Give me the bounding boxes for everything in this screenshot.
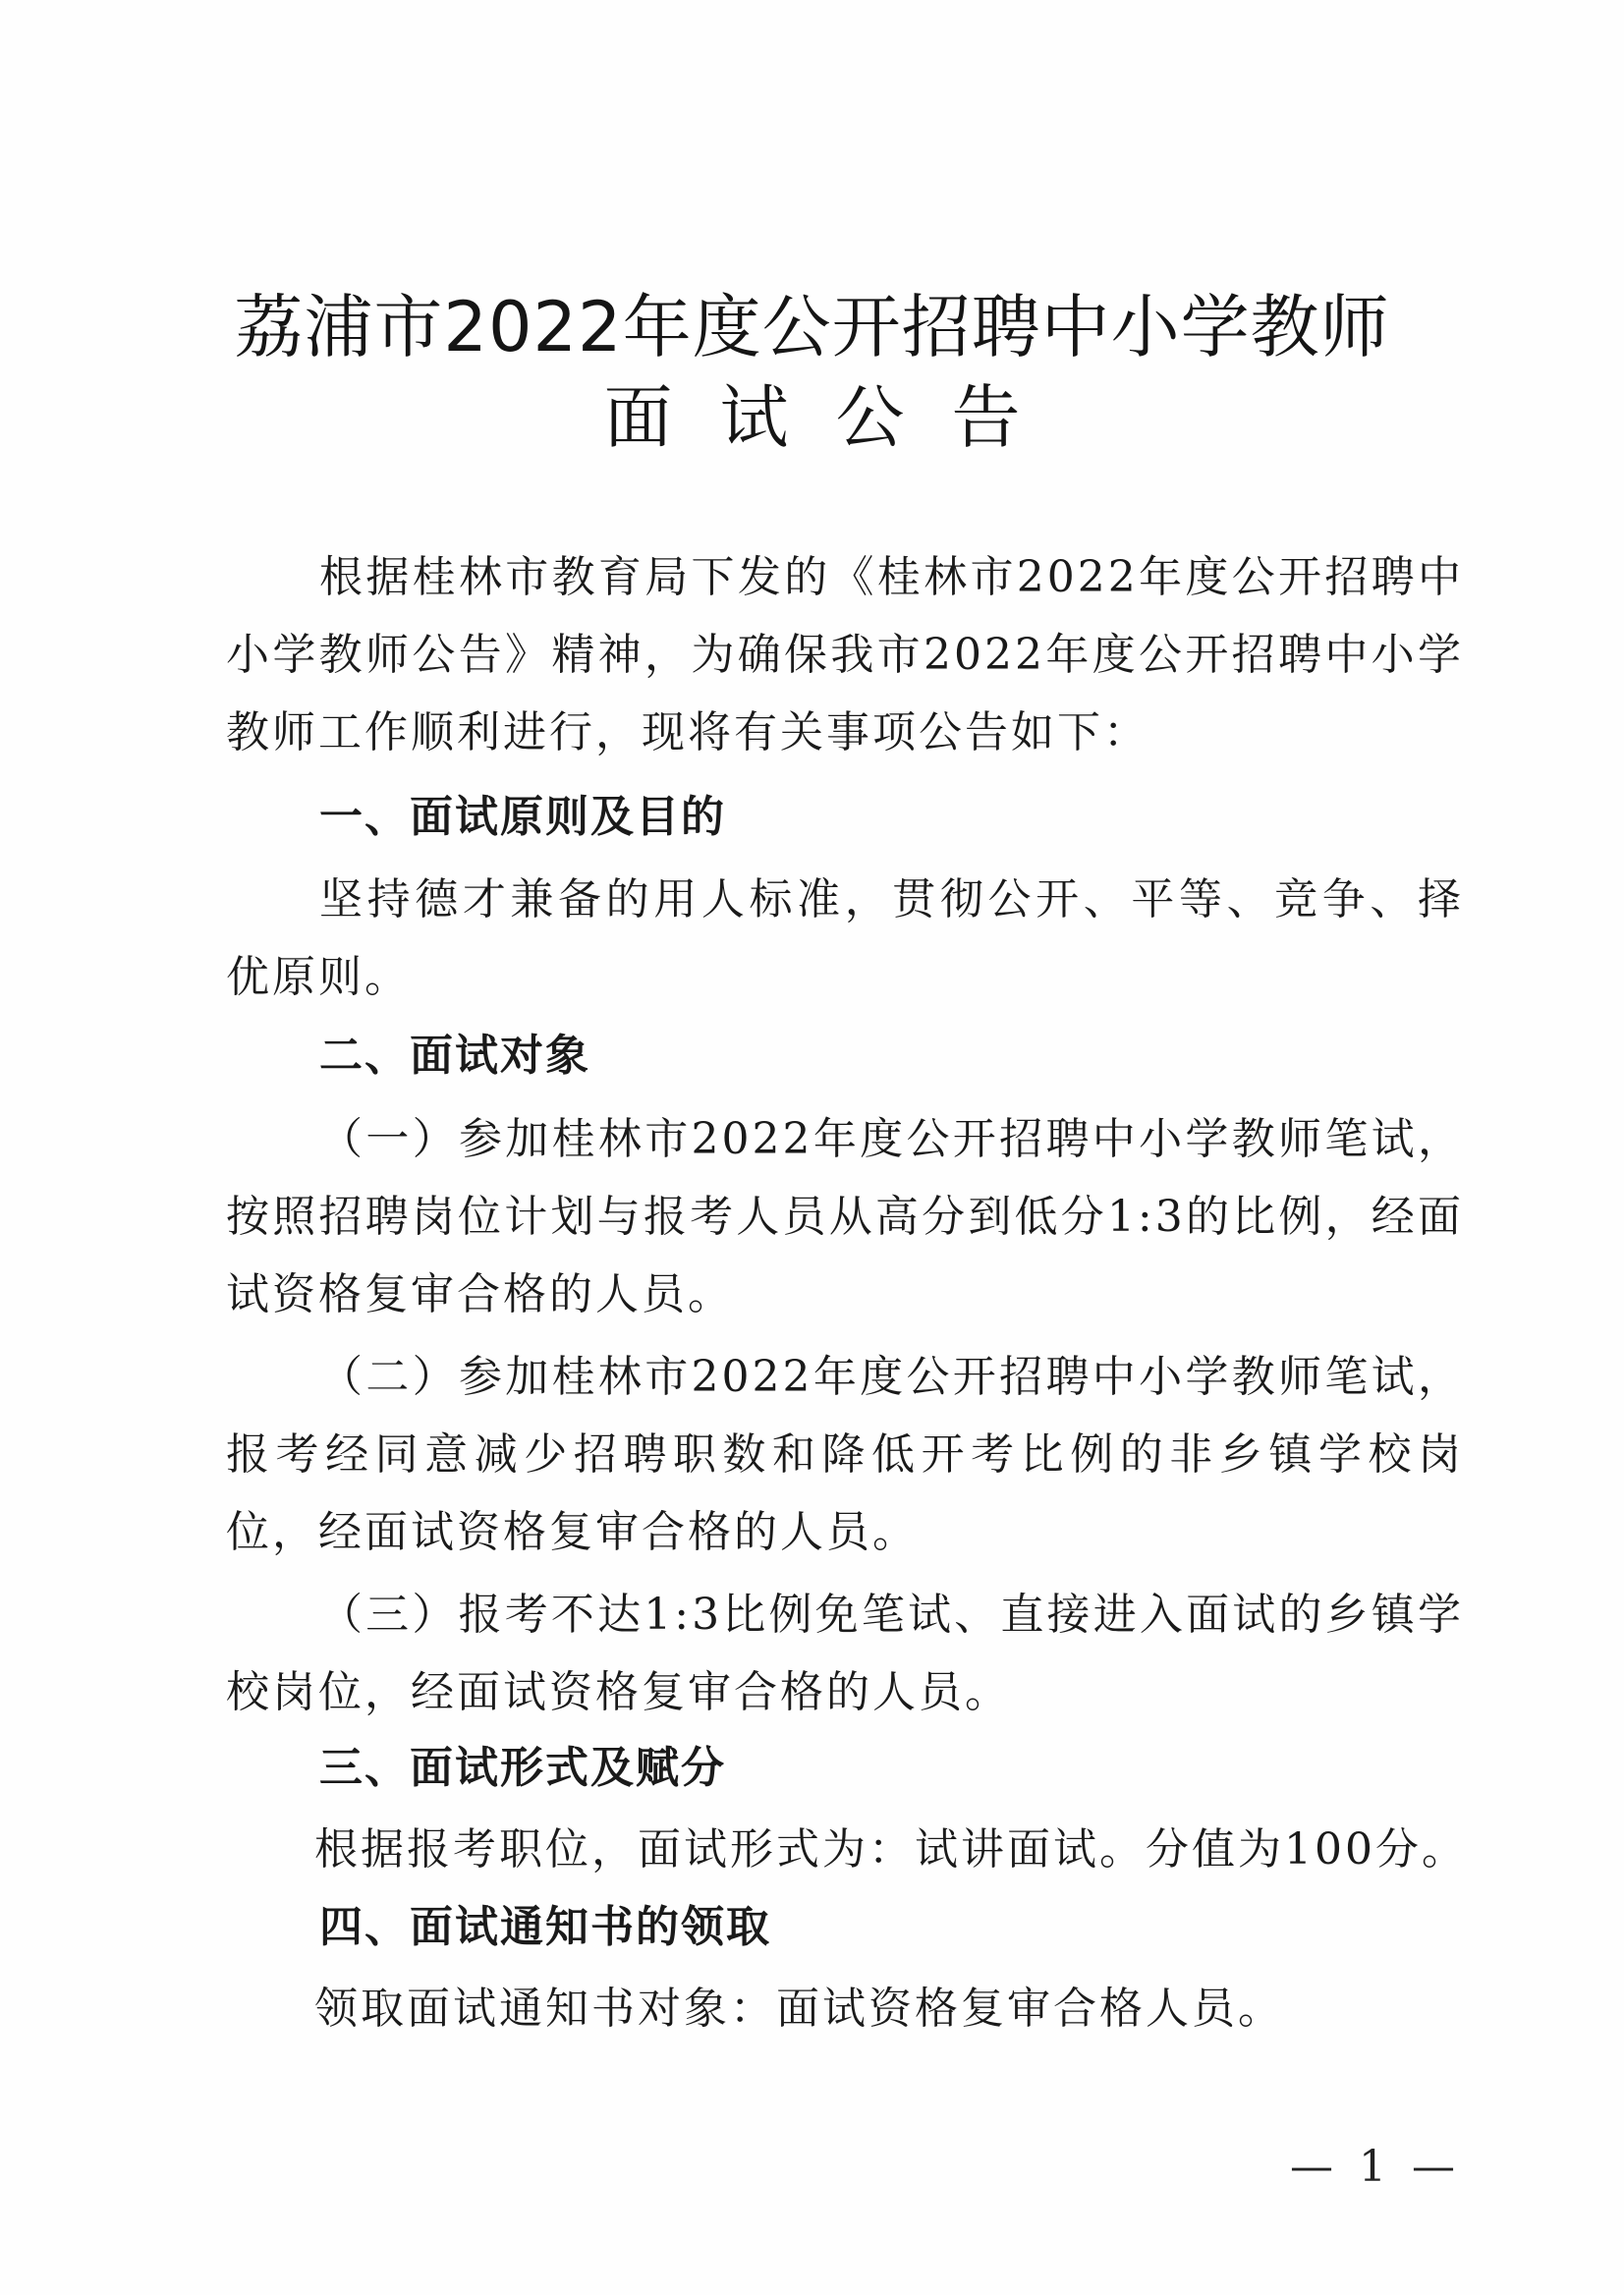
intro-paragraph: 根据桂林市教育局下发的《桂林市2022年度公开招聘中小学教师公告》精神，为确保我市2022年度公开招聘中小学教师工作顺利进行，现将有关事项公告如下：	[226, 552, 1464, 757]
section-3-paragraph-1: 根据报考职位，面试形式为：试讲面试。分值为100分。	[314, 1824, 1468, 1875]
page-number: — 1 —	[1290, 2142, 1461, 2192]
section-2-paragraph-2: （二）参加桂林市2022年度公开招聘中小学教师笔试，报考经同意减少招聘职数和降低开考比例的非乡镇学校岗位，经面试资格复审合格的人员。	[226, 1352, 1464, 1557]
section-4-paragraph-1: 领取面试通知书对象：面试资格复审合格人员。	[314, 1984, 1284, 2034]
document-title-line1: 荔浦市2022年度公开招聘中小学教师	[234, 287, 1390, 367]
section-1-paragraph-1: 坚持德才兼备的用人标准，贯彻公开、平等、竞争、择优原则。	[226, 874, 1464, 1002]
section-2-paragraph-3: （三）报考不达1:3比例免笔试、直接进入面试的乡镇学校岗位，经面试资格复审合格的人员。	[226, 1590, 1464, 1717]
section-heading-4: 四、面试通知书的领取	[319, 1902, 771, 1952]
section-heading-3: 三、面试形式及赋分	[319, 1743, 726, 1793]
section-heading-1: 一、面试原则及目的	[319, 792, 726, 842]
section-2-paragraph-1: （一）参加桂林市2022年度公开招聘中小学教师笔试，按照招聘岗位计划与报考人员从高分到低分1:3的比例，经面试资格复审合格的人员。	[226, 1114, 1464, 1319]
section-heading-2: 二、面试对象	[319, 1031, 590, 1081]
document-title-line2: 面试公告	[603, 377, 1068, 458]
